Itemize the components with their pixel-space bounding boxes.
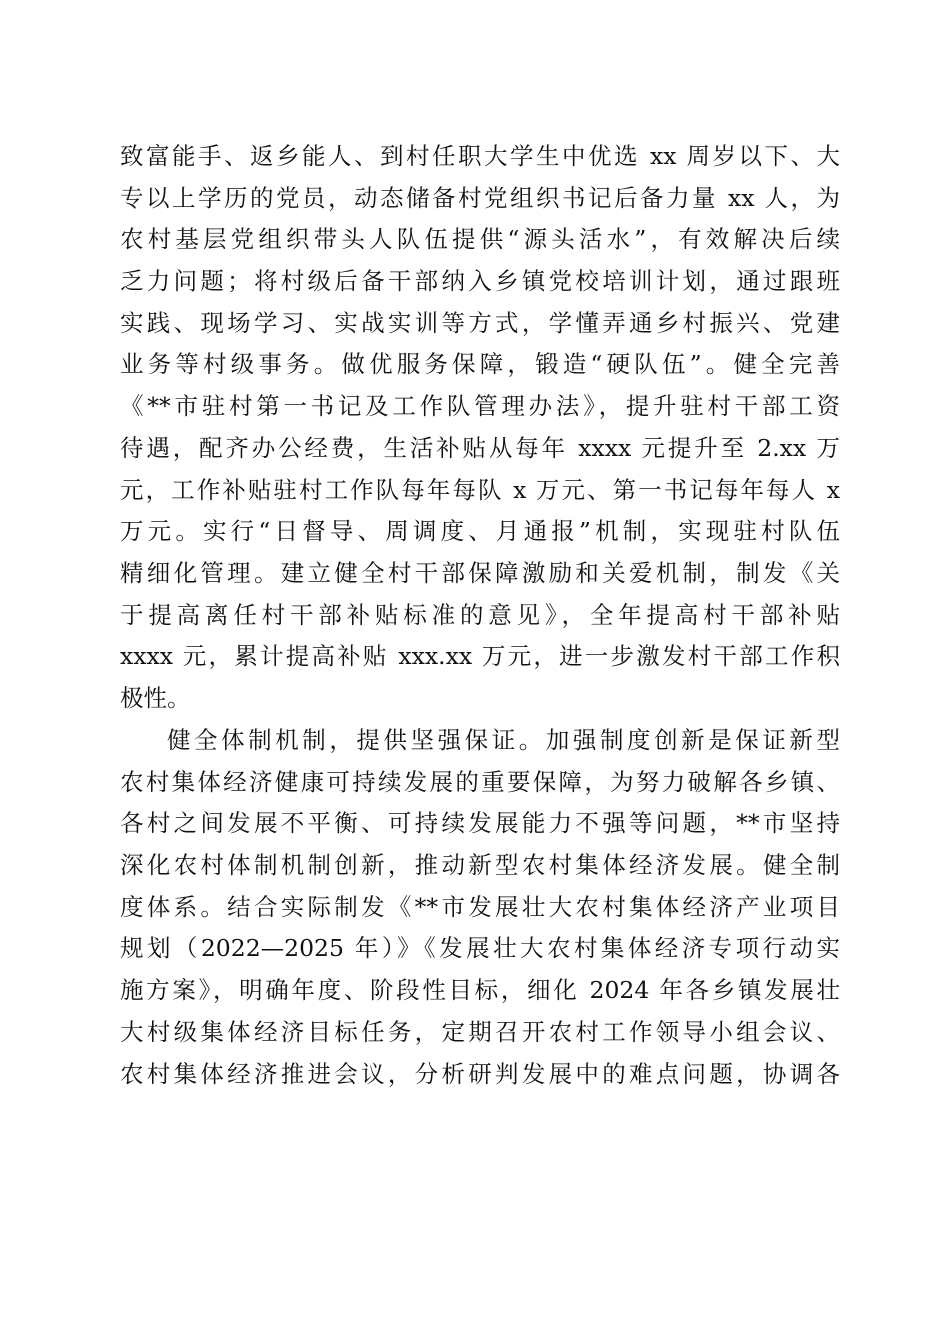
paragraph-2 xyxy=(120,720,840,1095)
paragraph-line: 度体系。结合实际制发《**市发展壮大农村集体经济产业项目 xyxy=(120,892,840,921)
paragraph-line: 专以上学历的党员，动态储备村党组织书记后备力量 xx 人，为 xyxy=(120,183,840,212)
paragraph-line: 健全体制机制，提供坚强保证。加强制度创新是保证新型 xyxy=(167,726,840,754)
paragraph-line: 农村基层党组织带头人队伍提供“源头活水”，有效解决后续 xyxy=(120,225,840,254)
paragraph-line: 规划（2022—2025 年）》《发展壮大农村集体经济专项行动实 xyxy=(120,934,840,963)
paragraph-line: 农村集体经济推进会议，分析研判发展中的难点问题，协调各 xyxy=(120,1059,840,1088)
paragraph-line: 元，工作补贴驻村工作队每年每队 x 万元、第一书记每年每人 x xyxy=(120,475,840,504)
paragraph-line: 大村级集体经济目标任务，定期召开农村工作领导小组会议、 xyxy=(120,1017,840,1046)
paragraph-line: 农村集体经济健康可持续发展的重要保障，为努力破解各乡镇、 xyxy=(120,767,840,796)
paragraph-line: 极性。 xyxy=(120,683,191,712)
paragraph-line: 乏力问题；将村级后备干部纳入乡镇党校培训计划，通过跟班 xyxy=(120,267,840,296)
paragraph-line: 施方案》，明确年度、阶段性目标，细化 2024 年各乡镇发展壮 xyxy=(120,976,840,1005)
paragraph-line: 待遇，配齐办公经费，生活补贴从每年 xxxx 元提升至 2.xx 万 xyxy=(120,433,840,462)
paragraph-line: 《**市驻村第一书记及工作队管理办法》，提升驻村干部工资 xyxy=(120,392,840,421)
paragraph-line: 业务等村级事务。做优服务保障，锻造“硬队伍”。健全完善 xyxy=(120,350,840,379)
paragraph-line: 万元。实行“日督导、周调度、月通报”机制，实现驻村队伍 xyxy=(120,517,840,546)
paragraph-line: xxxx 元，累计提高补贴 xxx.xx 万元，进一步激发村干部工作积 xyxy=(120,642,840,671)
paragraph-line: 精细化管理。建立健全村干部保障激励和关爱机制，制发《关 xyxy=(120,558,840,587)
paragraph-line: 致富能手、返乡能人、到村任职大学生中优选 xx 周岁以下、大 xyxy=(120,142,840,170)
paragraph-line: 各村之间发展不平衡、可持续发展能力不强等问题，**市坚持 xyxy=(120,809,840,838)
paragraph-line: 深化农村体制机制创新，推动新型农村集体经济发展。健全制 xyxy=(120,851,840,880)
paragraph-1 xyxy=(120,136,840,720)
paragraph-line: 于提高离任村干部补贴标准的意见》，全年提高村干部补贴 xyxy=(120,600,840,629)
paragraph-line: 实践、现场学习、实战实训等方式，学懂弄通乡村振兴、党建 xyxy=(120,308,840,337)
